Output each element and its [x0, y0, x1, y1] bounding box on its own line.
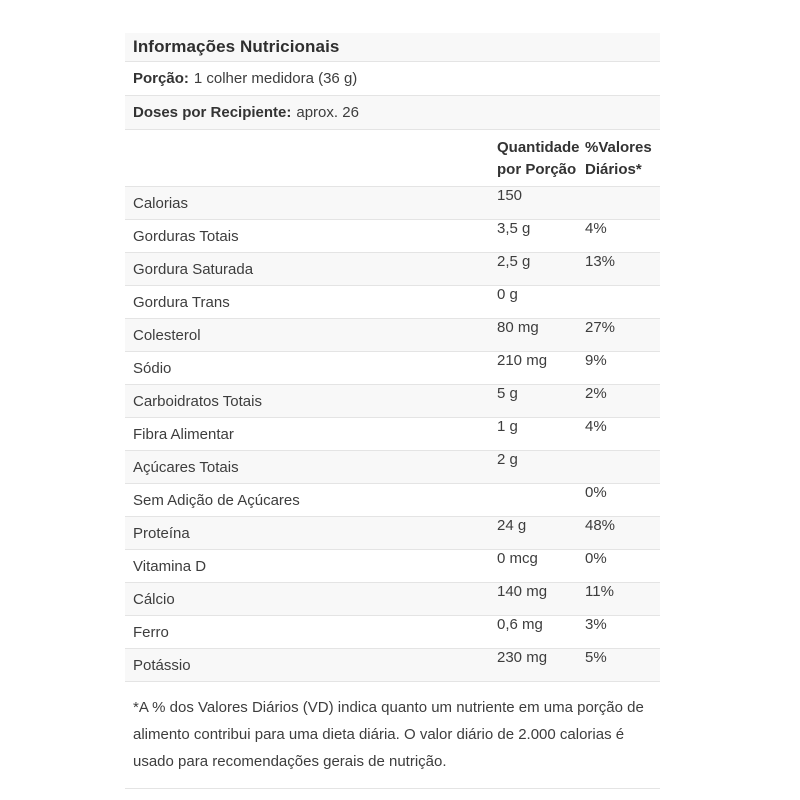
nutrient-name: Gordura Trans [133, 293, 230, 311]
nutrient-name: Ferro [133, 623, 169, 641]
column-header-amount: Quantidade por Porção [497, 139, 580, 178]
table-row [125, 451, 660, 484]
serving-size-row [125, 62, 660, 96]
nutrient-name: Gorduras Totais [133, 227, 239, 245]
nutrient-name: Proteína [133, 524, 190, 542]
nutrient-amount: 5 g [497, 385, 518, 402]
servings-per-container-row [125, 96, 660, 130]
nutrient-name: Cálcio [133, 590, 175, 608]
nutrient-daily-value: 5% [585, 649, 607, 666]
table-row [125, 418, 660, 451]
nutrient-daily-value: 0% [585, 550, 607, 567]
table-row [125, 220, 660, 253]
nutrient-daily-value: 0% [585, 484, 607, 501]
nutrient-name: Sem Adição de Açúcares [133, 491, 300, 509]
serving-size-value: 1 colher medidora (36 g) [193, 70, 358, 87]
table-row [125, 187, 660, 220]
serving-size-label: Porção: [133, 70, 189, 87]
table-row [125, 616, 660, 649]
table-row [125, 517, 660, 550]
table-row [125, 550, 660, 583]
nutrient-amount: 0,6 mg [497, 616, 543, 633]
column-header-daily-value: %Valores Diários* [585, 139, 652, 178]
table-row [125, 484, 660, 517]
servings-per-container-label: Doses por Recipiente: [133, 104, 292, 121]
nutrient-name: Gordura Saturada [133, 260, 254, 278]
nutrient-daily-value: 27% [585, 319, 616, 336]
table-row [125, 385, 660, 418]
table-row [125, 253, 660, 286]
nutrient-amount: 210 mg [497, 352, 548, 369]
nutrient-daily-value: 2% [585, 385, 607, 402]
nutrient-amount: 0 g [497, 286, 518, 303]
nutrient-amount: 150 [497, 187, 523, 204]
nutrient-name: Açúcares Totais [133, 458, 239, 476]
nutrient-daily-value: 9% [585, 352, 607, 369]
table-row [125, 286, 660, 319]
nutrient-daily-value: 11% [585, 583, 614, 600]
nutrient-name: Fibra Alimentar [133, 425, 234, 443]
table-row [125, 352, 660, 385]
nutrient-amount: 0 mcg [497, 550, 538, 567]
nutrient-daily-value: 13% [585, 253, 616, 270]
nutrient-amount: 2 g [497, 451, 518, 468]
table-row [125, 319, 660, 352]
nutrition-title-row [125, 33, 660, 62]
table-row [125, 583, 660, 616]
nutrient-name: Potássio [133, 656, 191, 674]
nutrient-amount: 140 mg [497, 583, 548, 600]
nutrient-amount: 1 g [497, 418, 518, 435]
table-row [125, 649, 660, 682]
nutrient-daily-value: 4% [585, 418, 607, 435]
nutrition-title: Informações Nutricionais [133, 37, 340, 56]
nutrient-amount: 2,5 g [497, 253, 531, 270]
nutrient-rows [125, 187, 660, 682]
nutrition-facts-table [125, 33, 660, 789]
nutrient-amount: 24 g [497, 517, 527, 534]
servings-per-container-value: aprox. 26 [296, 104, 359, 121]
nutrient-name: Vitamina D [133, 557, 207, 575]
nutrient-amount: 3,5 g [497, 220, 531, 237]
column-headers-row [125, 130, 660, 187]
nutrient-name: Calorias [133, 194, 189, 212]
daily-value-footnote: *A % dos Valores Diários (VD) indica quanto um nutriente em uma porção de alimento contribui para uma dieta diária. O valor diário de 2.000 calorias é usado para recomendações gerais de nutrição. [125, 682, 660, 789]
nutrient-name: Colesterol [133, 326, 201, 344]
nutrient-amount: 80 mg [497, 319, 539, 336]
nutrient-daily-value: 4% [585, 220, 607, 237]
nutrient-daily-value: 3% [585, 616, 607, 633]
nutrient-name: Carboidratos Totais [133, 392, 262, 410]
nutrient-name: Sódio [133, 359, 172, 377]
nutrient-daily-value: 48% [585, 517, 616, 534]
nutrient-amount: 230 mg [497, 649, 548, 666]
